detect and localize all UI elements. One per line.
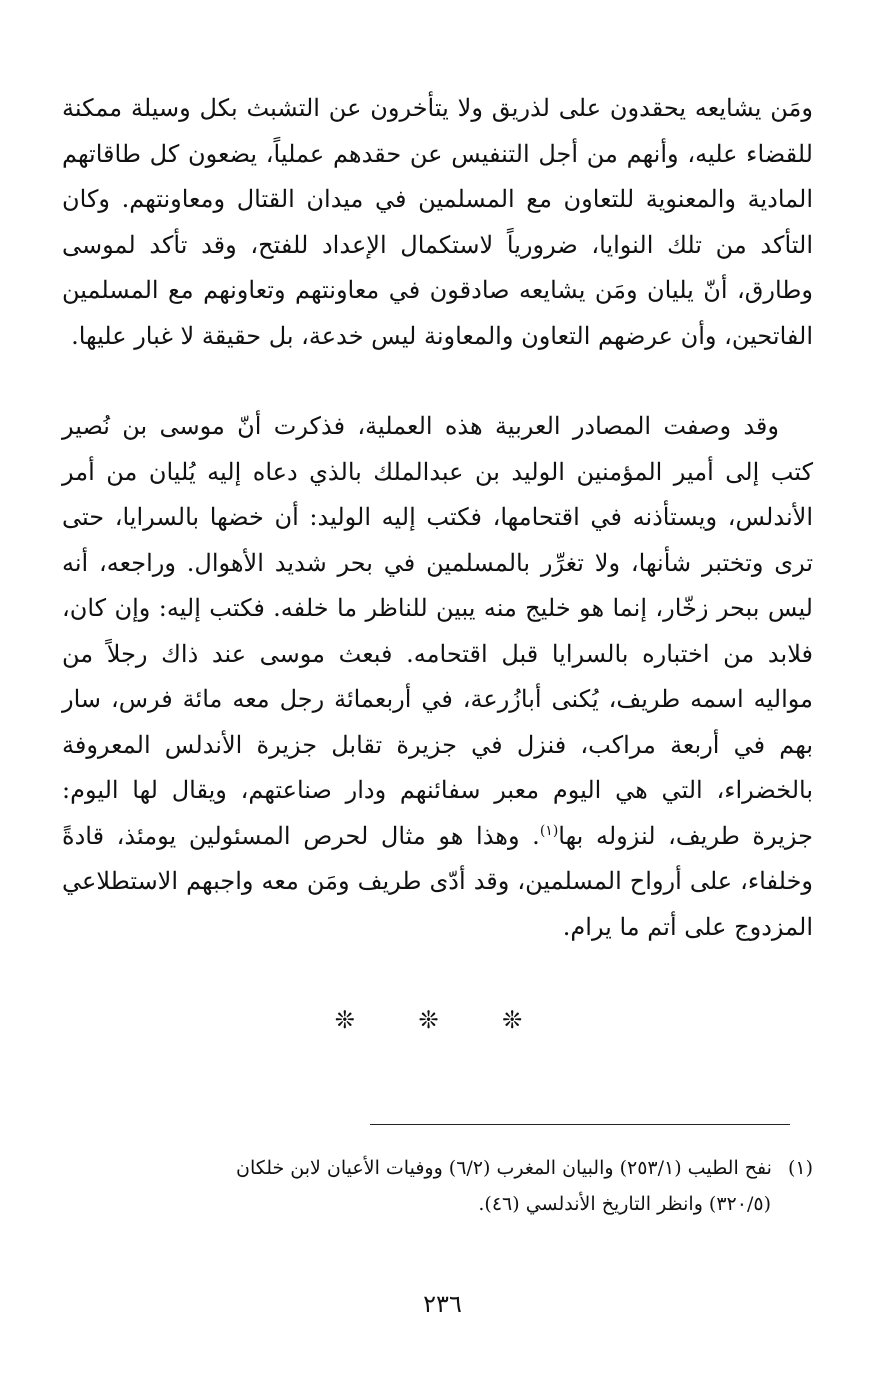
footnote-marker: (١) bbox=[787, 1157, 813, 1179]
footnote-line-1: نفح الطيب (٢٥٣/١) والبيان المغرب (٦/٢) ووفيات الأعيان لابن خلكان bbox=[236, 1157, 772, 1179]
footnote-line-2: (٣٢٠/٥) وانظر التاريخ الأندلسي (٤٦). bbox=[478, 1193, 771, 1215]
section-separator: ❊ ❊ ❊ bbox=[334, 1006, 551, 1034]
body-paragraph-2 bbox=[62, 404, 813, 950]
footnote-reference[interactable]: (١) bbox=[539, 822, 559, 839]
page-number: ٢٣٦ bbox=[423, 1290, 462, 1318]
footnote bbox=[68, 1150, 813, 1222]
footnote-divider bbox=[370, 1124, 790, 1125]
body-paragraph-1: ومَن يشايعه يحقدون على لذريق ولا يتأخرون عن التشبث بكل وسيلة ممكنة للقضاء عليه، وأنهم من أجل التنفيس عن حقدهم عملياً، يضعون كل طاقاتهم المادية والمعنوية للتعاون مع المسلمين في ميدان القتال ومعاونتهم. وكان التأكد من تلك النوايا، ضرورياً لاستكمال الإعداد للفتح، وقد تأكد لموسى وطارق، أنّ يليان ومَن يشايعه صادقون في معاونتهم وتعاونهم مع المسلمين الفاتحين، وأن عرضهم التعاون والمعاونة ليس خدعة، بل حقيقة لا غبار عليها. bbox=[62, 94, 813, 350]
paragraph-2-tail: . وهذا هو مثال لحرص المسئولين يومئذ، قادةً وخلفاء، على أرواح المسلمين، وقد أدّى طريف ومَن معه واجبهم الاستطلاعي المزدوج على أتم ما يرام. bbox=[62, 821, 813, 941]
paragraph-2-text: وقد وصفت المصادر العربية هذه العملية، فذكرت أنّ موسى بن نُصير كتب إلى أمير المؤمنين الوليد بن عبدالملك بالذي دعاه إليه يُليان من أمر الأندلس، ويستأذنه في اقتحامها، فكتب إليه الوليد: أن خضها بالسرايا، حتى ترى وتختبر شأنها، ولا تغرِّر بالمسلمين في بحر شديد الأهوال. وراجعه، أنه ليس ببحر زخّار، إنما هو خليج منه يبين للناظر ما خلفه. فكتب إليه: وإن كان، فلابد من اختباره بالسرايا قبل اقتحامه. فبعث موسى عند ذاك رجلاً من مواليه اسمه طريف، يُكنى أبازُرعة، في أربعمائة رجل معه مائة فرس، سار بهم في أربعة مراكب، فنزل في جزيرة تقابل جزيرة الأندلس المعروفة بالخضراء، التي هي اليوم معبر سفائنهم ودار صناعتهم، ويقال لها اليوم: جزيرة طريف، لنزوله بها bbox=[62, 412, 813, 850]
